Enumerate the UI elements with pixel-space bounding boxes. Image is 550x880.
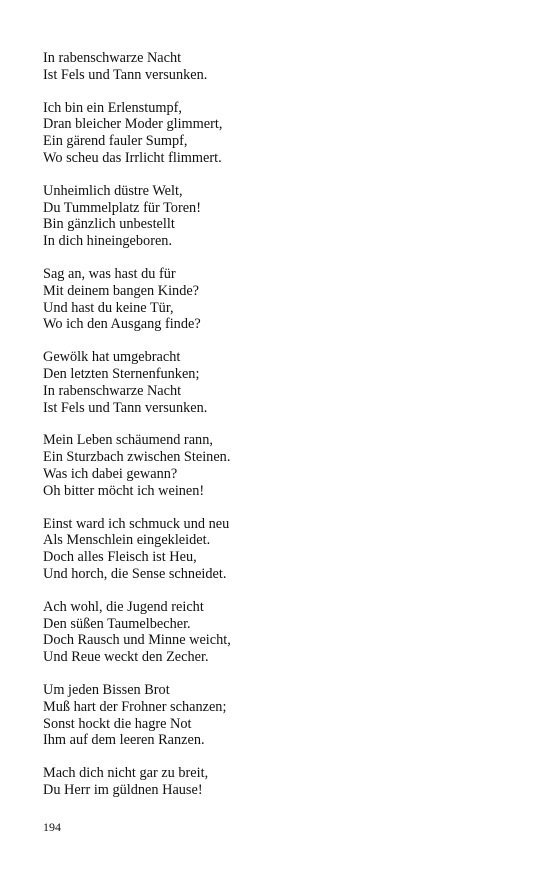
poem-line: Ein gärend fauler Sumpf, (43, 133, 188, 150)
poem-line: Bin gänzlich unbestellt (43, 216, 175, 233)
stanza-10 (43, 765, 513, 799)
poem-line: Oh bitter möcht ich weinen! (43, 482, 205, 499)
stanza-2 (43, 100, 513, 167)
poem-line: Ach wohl, die Jugend reicht (43, 598, 204, 615)
poem-line: Du Herr im güldnen Hause! (43, 781, 203, 798)
stanza-5 (43, 349, 513, 416)
poem-line: Und hast du keine Tür, (43, 299, 174, 316)
page-number: 194 (43, 820, 61, 834)
poem-line: Und horch, die Sense schneidet. (43, 565, 227, 582)
poem-line: Du Tummelplatz für Toren! (43, 199, 201, 216)
poem-line: Ihm auf dem leeren Ranzen. (43, 732, 205, 749)
poem-line: Wo scheu das Irrlicht flimmert. (43, 149, 222, 166)
poem-line: Doch Rausch und Minne weicht, (43, 632, 231, 649)
poem-line: Sag an, was hast du für (43, 265, 176, 282)
poem-line: In rabenschwarze Nacht (43, 50, 182, 66)
poem-line: Um jeden Bissen Brot (43, 681, 170, 698)
poem-line: Ist Fels und Tann versunken. (43, 399, 208, 416)
poem-line: Mach dich nicht gar zu breit, (43, 765, 209, 782)
stanza-3 (43, 183, 513, 250)
poem-line: Wo ich den Ausgang finde? (43, 316, 201, 333)
poem-line: Den letzten Sternenfunken; (43, 365, 200, 382)
poem-line: Mein Leben schäumend rann, (43, 432, 213, 449)
poem-line: Dran bleicher Moder glimmert, (43, 116, 223, 133)
poem-line: Mit deinem bangen Kinde? (43, 282, 200, 299)
poem-line: Und Reue weckt den Zecher. (43, 649, 209, 666)
poem-line: In rabenschwarze Nacht (43, 382, 182, 399)
poem-line: In dich hineingeboren. (43, 233, 173, 250)
poem-line: Ist Fels und Tann versunken. (43, 66, 208, 83)
poem-line: Sonst hockt die hagre Not (43, 715, 192, 732)
poem-page (43, 50, 513, 815)
poem-line: Ich bin ein Erlenstumpf, (43, 99, 182, 116)
poem-line: Muß hart der Frohner schanzen; (43, 698, 227, 715)
stanza-9 (43, 682, 513, 749)
poem-line: Unheimlich düstre Welt, (43, 182, 183, 199)
poem-line: Doch alles Fleisch ist Heu, (43, 549, 197, 566)
stanza-8 (43, 599, 513, 666)
stanza-6 (43, 432, 513, 499)
stanza-7 (43, 516, 513, 583)
poem-line: Den süßen Taumelbecher. (43, 615, 191, 632)
poem-line: Gewölk hat umgebracht (43, 349, 181, 366)
poem-line: Einst ward ich schmuck und neu (43, 515, 230, 532)
poem-line: Als Menschlein eingekleidet. (43, 532, 211, 549)
poem-line: Ein Sturzbach zwischen Steinen. (43, 449, 231, 466)
stanza-4 (43, 266, 513, 333)
poem-line: Was ich dabei gewann? (43, 465, 178, 482)
stanza-1 (43, 50, 513, 84)
